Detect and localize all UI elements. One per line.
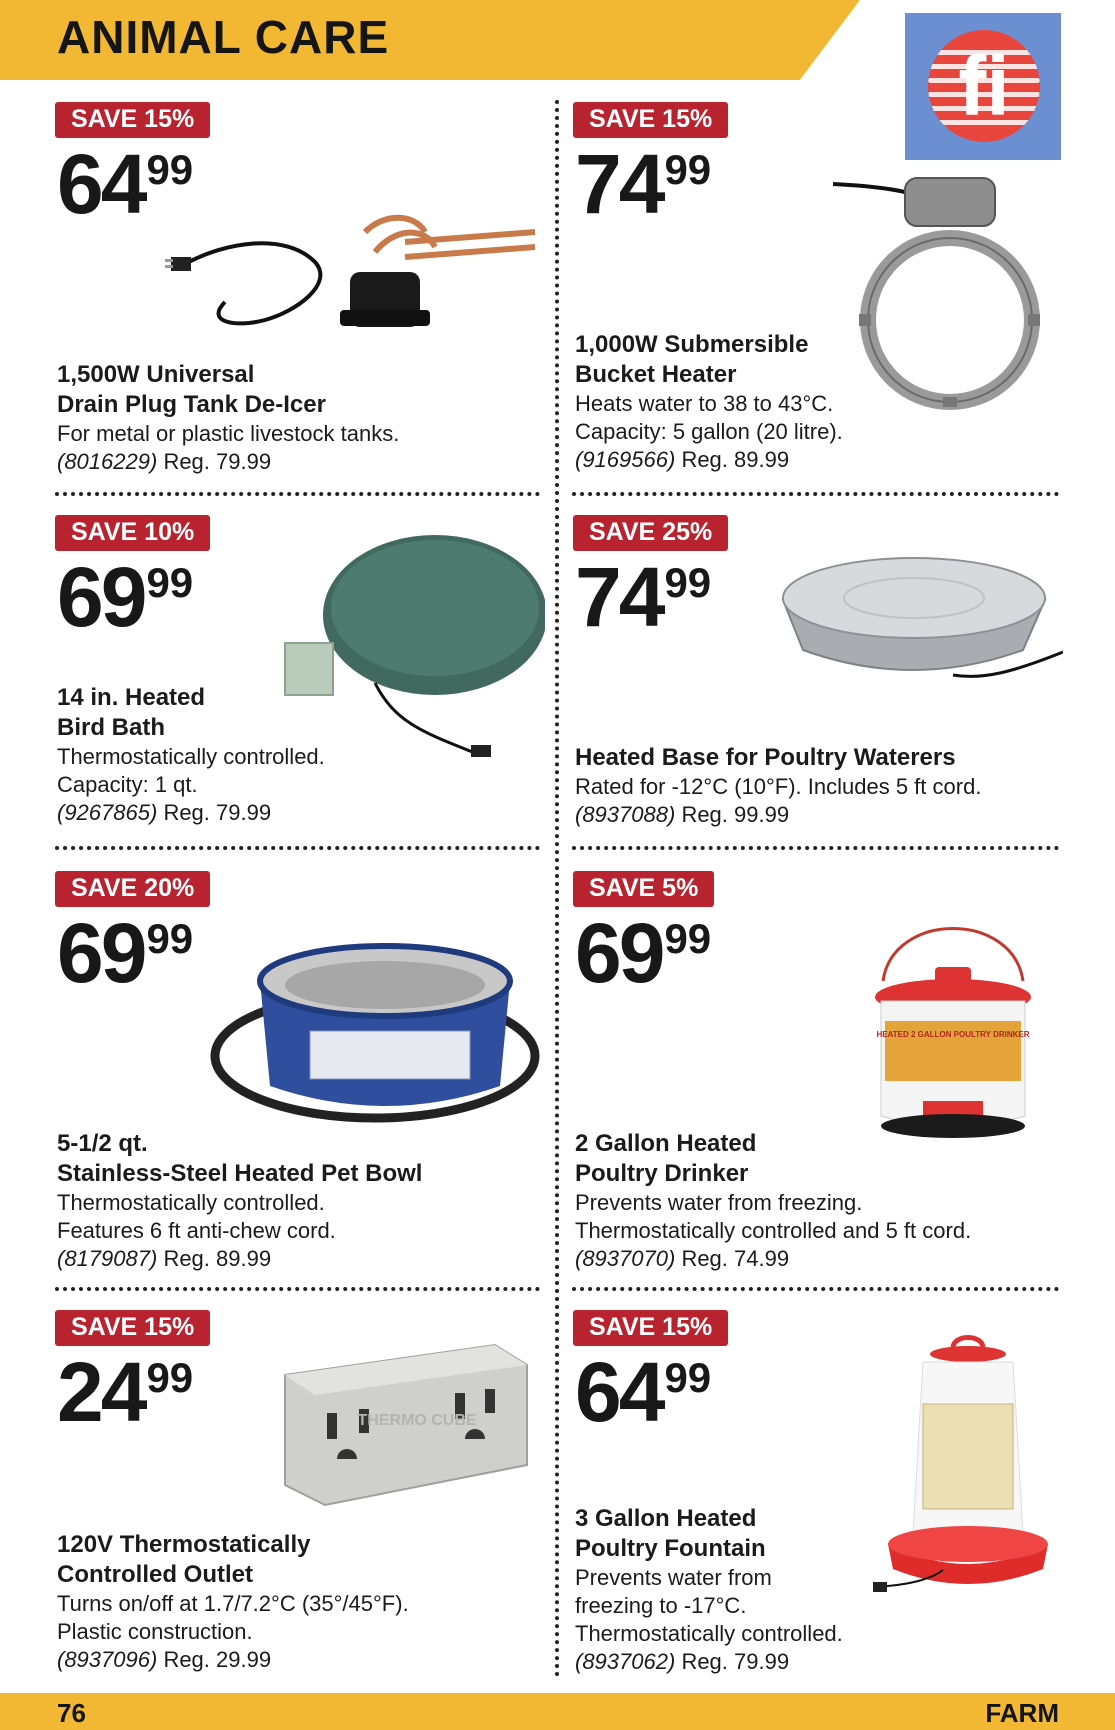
sale-price xyxy=(575,550,712,644)
sale-price xyxy=(575,906,712,1000)
row-divider xyxy=(572,1287,1059,1291)
product-desc: Capacity: 5 gallon (20 litre). xyxy=(575,419,843,444)
product-title: 1,000W Submersible xyxy=(575,331,809,358)
product-sku-line xyxy=(57,1646,409,1674)
sku: (8016229) xyxy=(57,449,158,474)
sku: (8937062) xyxy=(575,1649,676,1674)
price-dollars: 69 xyxy=(575,906,663,1000)
heated-base-image xyxy=(773,540,1063,700)
row-divider xyxy=(55,1287,540,1291)
sku: (9267865) xyxy=(57,800,158,825)
product-title: Poultry Fountain xyxy=(575,1535,766,1562)
row-divider xyxy=(55,492,540,496)
sale-price xyxy=(575,137,712,231)
row-divider xyxy=(55,846,540,850)
product-sku-line xyxy=(575,1648,843,1676)
product-desc: Thermostatically controlled and 5 ft cord. xyxy=(575,1218,972,1243)
product-title: Bucket Heater xyxy=(575,361,737,388)
product-card-tank-deicer[interactable] xyxy=(55,102,545,482)
sale-price xyxy=(57,550,194,644)
product-desc: Plastic construction. xyxy=(57,1619,253,1644)
page-number: 76 xyxy=(57,1698,86,1728)
pet-bowl-image xyxy=(210,941,550,1141)
row-divider xyxy=(572,846,1059,850)
product-sku-line xyxy=(575,801,981,829)
price-dollars: 74 xyxy=(575,550,663,644)
product-card-poultry-drinker[interactable] xyxy=(573,871,1073,1279)
price-cents: 99 xyxy=(146,915,194,962)
row-divider xyxy=(572,492,1059,496)
product-title: Stainless-Steel Heated Pet Bowl xyxy=(57,1160,423,1187)
sku: (8937070) xyxy=(575,1246,676,1271)
page-title: ANIMAL CARE xyxy=(57,11,390,63)
price-dollars: 64 xyxy=(57,137,145,231)
save-badge: SAVE 15% xyxy=(55,102,210,138)
product-title: Controlled Outlet xyxy=(57,1561,253,1588)
sku: (8937088) xyxy=(575,802,676,827)
product-desc: freezing to -17°C. xyxy=(575,1593,747,1618)
save-badge: SAVE 15% xyxy=(55,1310,210,1346)
product-title: Bird Bath xyxy=(57,714,165,741)
product-desc: Prevents water from xyxy=(575,1565,772,1590)
product-sku-line xyxy=(57,448,399,476)
tank-deicer-image xyxy=(165,202,545,352)
product-desc: Rated for -12°C (10°F). Includes 5 ft cord. xyxy=(575,774,982,799)
price-cents: 99 xyxy=(664,559,712,606)
product-info xyxy=(57,360,399,476)
product-title: 120V Thermostatically xyxy=(57,1531,311,1558)
reg-price: Reg. 89.99 xyxy=(681,447,790,472)
reg-price: Reg. 74.99 xyxy=(681,1246,790,1271)
save-badge: SAVE 15% xyxy=(573,1310,728,1346)
price-cents: 99 xyxy=(146,1354,194,1401)
sku: (8937096) xyxy=(57,1647,158,1672)
drinker-label-text: HEATED 2 GALLON POULTRY DRINKER xyxy=(876,1030,1030,1039)
product-card-controlled-outlet[interactable] xyxy=(55,1310,545,1690)
product-title: 2 Gallon Heated xyxy=(575,1130,757,1157)
product-card-poultry-fountain[interactable] xyxy=(573,1310,1073,1690)
product-card-bucket-heater[interactable] xyxy=(573,102,1073,482)
sale-price xyxy=(57,906,194,1000)
reg-price: Reg. 99.99 xyxy=(681,802,790,827)
product-title: Drain Plug Tank De-Icer xyxy=(57,391,326,418)
product-info xyxy=(575,1129,971,1273)
sale-price xyxy=(575,1345,712,1439)
footer-bar xyxy=(0,1693,1115,1730)
price-dollars: 74 xyxy=(575,137,663,231)
save-badge: SAVE 10% xyxy=(55,515,210,551)
save-badge: SAVE 20% xyxy=(55,871,210,907)
product-desc: Features 6 ft anti-chew cord. xyxy=(57,1218,336,1243)
product-desc: Thermostatically controlled. xyxy=(57,1190,325,1215)
controlled-outlet-image xyxy=(265,1335,535,1515)
outlet-brand-text: THERMO CUBE xyxy=(357,1412,477,1429)
price-cents: 99 xyxy=(146,146,194,193)
product-info xyxy=(575,1504,843,1676)
product-title: Heated Base for Poultry Waterers xyxy=(575,744,956,771)
reg-price: Reg. 79.99 xyxy=(681,1649,790,1674)
product-title: 1,500W Universal xyxy=(57,361,255,388)
product-card-bird-bath[interactable] xyxy=(55,515,545,840)
product-card-heated-base[interactable] xyxy=(573,515,1073,840)
product-desc: Prevents water from freezing. xyxy=(575,1190,863,1215)
sku: (9169566) xyxy=(575,447,676,472)
save-badge: SAVE 15% xyxy=(573,102,728,138)
product-info xyxy=(575,330,843,474)
price-cents: 99 xyxy=(664,1354,712,1401)
product-sku-line xyxy=(57,1245,422,1273)
sku: (8179087) xyxy=(57,1246,158,1271)
product-sku-line xyxy=(575,446,843,474)
product-desc: Thermostatically controlled. xyxy=(575,1621,843,1646)
product-info xyxy=(57,683,325,827)
poultry-fountain-image xyxy=(873,1334,1063,1604)
reg-price: Reg. 79.99 xyxy=(163,800,272,825)
product-title: 3 Gallon Heated xyxy=(575,1505,757,1532)
reg-price: Reg. 79.99 xyxy=(163,449,272,474)
product-desc: For metal or plastic livestock tanks. xyxy=(57,421,400,446)
price-cents: 99 xyxy=(664,146,712,193)
product-info xyxy=(57,1530,409,1674)
section-name: FARM xyxy=(985,1698,1059,1728)
bucket-heater-image xyxy=(833,172,1063,412)
product-sku-line xyxy=(575,1245,971,1273)
reg-price: Reg. 29.99 xyxy=(163,1647,272,1672)
logo-letter: fi xyxy=(958,39,1010,133)
price-dollars: 69 xyxy=(57,550,145,644)
price-dollars: 64 xyxy=(575,1345,663,1439)
reg-price: Reg. 89.99 xyxy=(163,1246,272,1271)
column-divider xyxy=(555,100,559,1678)
product-sku-line xyxy=(57,799,325,827)
product-title: 5-1/2 qt. xyxy=(57,1130,148,1157)
product-title: Poultry Drinker xyxy=(575,1160,749,1187)
sale-price xyxy=(57,1345,194,1439)
price-dollars: 24 xyxy=(57,1345,145,1439)
save-badge: SAVE 25% xyxy=(573,515,728,551)
product-desc: Heats water to 38 to 43°C. xyxy=(575,391,834,416)
price-cents: 99 xyxy=(146,559,194,606)
product-desc: Thermostatically controlled. xyxy=(57,744,325,769)
product-desc: Capacity: 1 qt. xyxy=(57,772,198,797)
product-info xyxy=(575,743,981,829)
product-desc: Turns on/off at 1.7/7.2°C (35°/45°F). xyxy=(57,1591,409,1616)
product-title: 14 in. Heated xyxy=(57,684,206,711)
price-cents: 99 xyxy=(664,915,712,962)
product-info xyxy=(57,1129,422,1273)
save-badge: SAVE 5% xyxy=(573,871,714,907)
price-dollars: 69 xyxy=(57,906,145,1000)
product-card-pet-bowl[interactable] xyxy=(55,871,545,1279)
